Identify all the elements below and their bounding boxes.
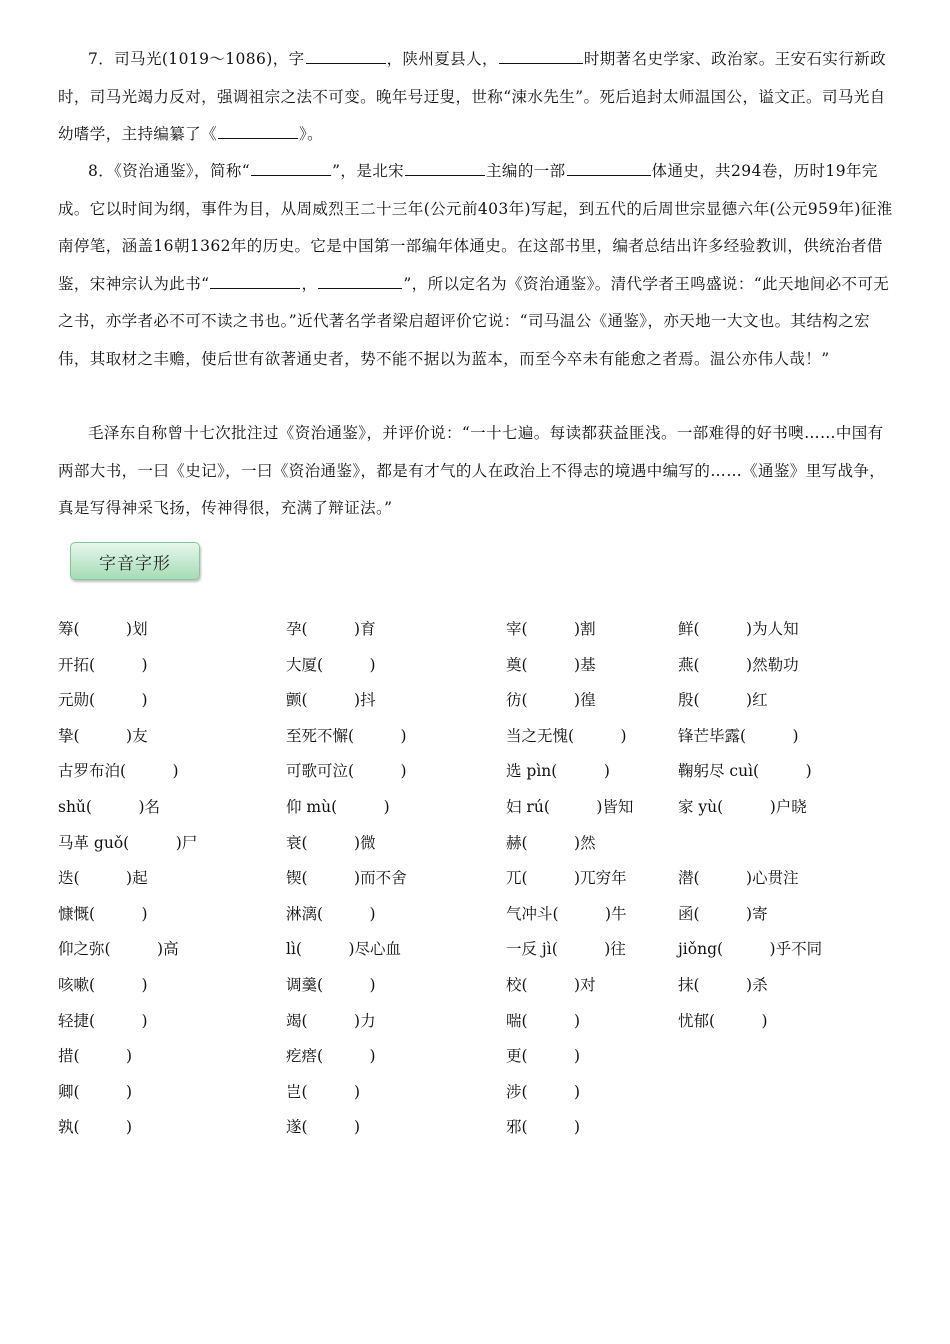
vocab-row	[58, 1039, 918, 1075]
vocab-item: 慷慨( )	[58, 904, 148, 923]
vocab-item: 锲( )而不舍	[286, 869, 407, 888]
answer-blank[interactable]	[318, 274, 402, 289]
section-title-label: 字音字形	[99, 553, 171, 574]
vocab-item: 奠( )基	[506, 655, 596, 674]
vocab-item: 宰( )割	[506, 620, 596, 638]
vocab-item: 鲜( )为人知	[678, 620, 799, 638]
vocab-item: 措( )	[58, 1047, 133, 1066]
answer-blank[interactable]	[251, 161, 331, 176]
paragraph-7	[58, 41, 894, 154]
vocab-row	[58, 932, 918, 968]
vocab-item: 选 pìn( )	[506, 762, 610, 781]
vocab-item: 筹( )划	[58, 620, 148, 638]
vocab-row	[58, 1110, 918, 1146]
vocab-item: 可歌可泣( )	[286, 762, 407, 781]
vocab-item: 锋芒毕露( )	[678, 726, 799, 745]
p8-text-3: 主编的一部	[486, 162, 566, 180]
vocab-item: lì( )尽心血	[286, 940, 402, 959]
answer-blank[interactable]	[567, 161, 651, 176]
answer-blank[interactable]	[218, 124, 298, 139]
vocab-item: 家 yù( )户晓	[678, 797, 807, 816]
vocab-row	[58, 826, 918, 862]
vocab-item: 遂( )	[286, 1118, 361, 1137]
answer-blank[interactable]	[499, 49, 583, 64]
vocab-row	[58, 754, 918, 790]
vocab-row	[58, 1075, 918, 1111]
vocab-item: 函( )寄	[678, 904, 768, 923]
vocab-item: 一反 jì( )往	[506, 940, 626, 959]
vocab-item: 兀( )兀穷年	[506, 869, 627, 888]
vocab-row	[58, 1004, 918, 1040]
vocab-item: 淋漓( )	[286, 904, 376, 923]
vocab-item: 孕( )育	[286, 620, 376, 638]
vocab-item: 更( )	[506, 1047, 581, 1066]
vocab-item: 马革 guǒ( )尸	[58, 833, 198, 852]
vocab-item: 邪( )	[506, 1118, 581, 1137]
vocab-item: 殷( )红	[678, 691, 768, 710]
vocab-item: 妇 rú( )皆知	[506, 797, 634, 816]
vocab-item: 大厦( )	[286, 655, 376, 674]
vocab-item: 抹( )杀	[678, 975, 768, 994]
p7-text-2: ，陕州夏县人，	[386, 50, 498, 68]
vocab-item: 校( )对	[506, 975, 596, 994]
vocab-row	[58, 683, 918, 719]
section-title-button[interactable]	[70, 542, 200, 580]
vocab-item: 涉( )	[506, 1082, 581, 1101]
vocab-item: 仰 mù( )	[286, 797, 390, 816]
p8-text-1: 8．《资治通鉴》，简称“	[88, 162, 251, 180]
vocab-item: 元勋( )	[58, 691, 148, 710]
vocab-grid	[58, 612, 918, 1146]
vocab-item: 喘( )	[506, 1011, 581, 1030]
vocab-item: 卿( )	[58, 1082, 133, 1101]
vocab-item: 当之无愧( )	[506, 726, 627, 745]
vocab-row	[58, 790, 918, 826]
p8-text-4: 体通史，共294卷，历时19年完成。它以时间为纲，事件为目，从周威烈王二十三年(公元前403年)写起，到五代的后周世宗显德六年(公元959年)征淮南停笔，涵盖16朝1362年的历史。它是中国第一部编年体通史。在这部书里，编者总结出许多经验教训，供统治者借鉴，宋神宗认为此书“	[58, 162, 893, 293]
vocab-item: 开拓( )	[58, 655, 148, 674]
vocab-item: 孰( )	[58, 1118, 133, 1137]
vocab-row	[58, 612, 918, 648]
vocab-item: 鞠躬尽 cuì( )	[678, 762, 812, 781]
vocab-item: 疙瘩( )	[286, 1047, 376, 1066]
vocab-item: 仰之弥( )高	[58, 940, 179, 959]
vocab-item: 调羹( )	[286, 975, 376, 994]
vocab-row	[58, 897, 918, 933]
vocab-item: 竭( )力	[286, 1011, 376, 1030]
vocab-item: 轻捷( )	[58, 1011, 148, 1030]
p8-text-6: ”，所以定名为《资治通鉴》。清代学者王鸣盛说：“此天地间必不可无之书，亦学者必不可不读之书也。”近代著名学者梁启超评价它说：“司马温公《通鉴》，亦天地一大文也。其结构之宏伟，其取材之丰赡，使后世有欲著通史者，势不能不据以为蓝本，而至今卒未有能愈之者焉。温公亦伟人哉！”	[58, 274, 890, 368]
vocab-row	[58, 968, 918, 1004]
vocab-item: 赫( )然	[506, 833, 596, 852]
p9-text: 毛泽东自称曾十七次批注过《资治通鉴》，并评价说：“一十七遍。每读都获益匪浅。一部难得的好书噢……中国有两部大书，一曰《史记》，一曰《资治通鉴》，都是有才气的人在政治上不得志的境遇中编写的……《通鉴》里写战争，真是写得神采飞扬，传神得很，充满了辩证法。”	[58, 424, 886, 517]
paragraph-mao-comment	[58, 415, 894, 528]
vocab-item: 至死不懈( )	[286, 726, 407, 745]
vocab-item: 颤( )抖	[286, 691, 376, 710]
vocab-item: 燕( )然勒功	[678, 655, 799, 674]
answer-blank[interactable]	[210, 274, 300, 289]
p8-text-2: ”，是北宋	[332, 162, 405, 180]
vocab-row	[58, 861, 918, 897]
vocab-item: jiǒng( )乎不同	[678, 940, 823, 959]
vocab-item: 迭( )起	[58, 869, 148, 888]
vocab-item: 挚( )友	[58, 726, 148, 745]
answer-blank[interactable]	[306, 49, 386, 64]
vocab-row	[58, 719, 918, 755]
vocab-item: 忧郁( )	[678, 1011, 768, 1030]
p8-text-5: ，	[301, 274, 318, 293]
vocab-item: 岂( )	[286, 1082, 361, 1101]
paragraph-8	[58, 153, 894, 378]
vocab-item: 衰( )微	[286, 833, 376, 852]
p7-text-1: 7．司马光(1019～1086)，字	[88, 50, 305, 68]
p7-text-4: 》。	[299, 125, 324, 143]
vocab-item: shǔ( )名	[58, 797, 161, 816]
vocab-item: 潜( )心贯注	[678, 869, 799, 888]
answer-blank[interactable]	[405, 161, 485, 176]
vocab-item: 咳嗽( )	[58, 975, 148, 994]
vocab-item: 气冲斗( )牛	[506, 904, 627, 923]
vocab-item: 彷( )徨	[506, 691, 596, 710]
vocab-row	[58, 648, 918, 684]
vocab-item: 古罗布泊( )	[58, 762, 179, 781]
p7-text-3: 时期著名史学家、政治家。王安石实行新政时，司马光竭力反对，强调祖宗之法不可变。晚年号迂叟，世称“涑水先生”。死后追封太师温国公，谥文正。司马光自幼嗜学，主持编纂了《	[58, 50, 886, 143]
